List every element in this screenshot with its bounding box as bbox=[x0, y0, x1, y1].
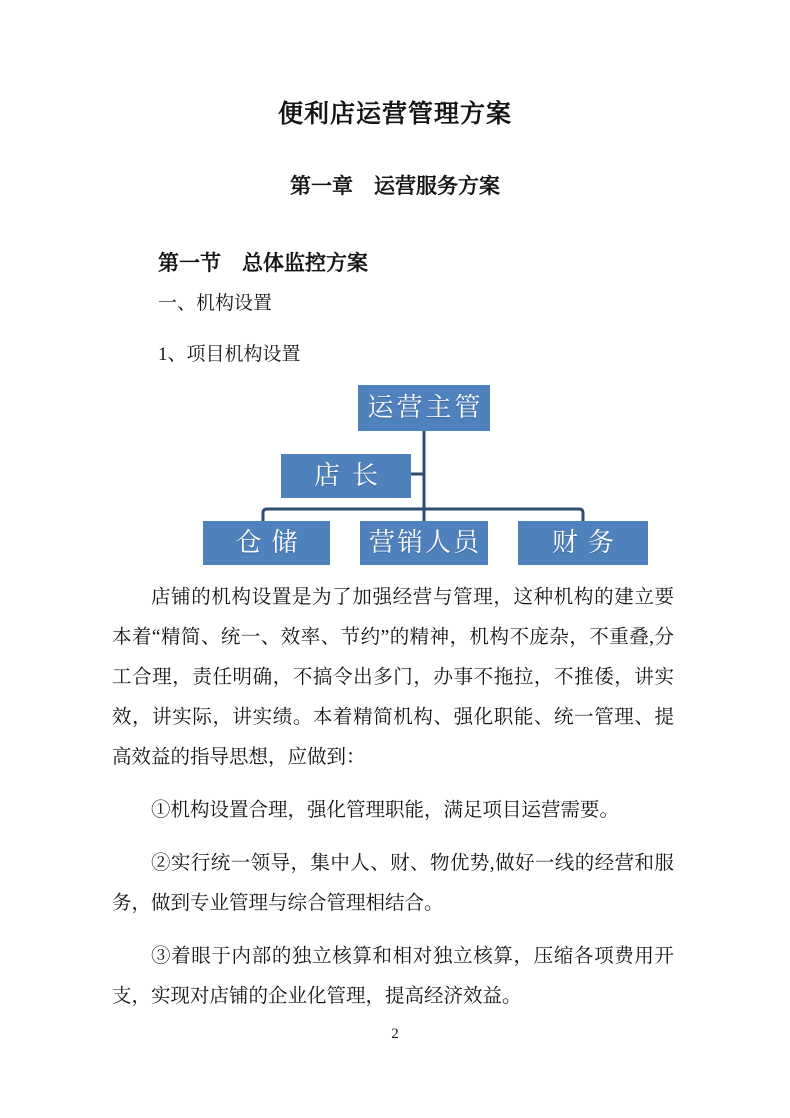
body-paragraph: ③着眼于内部的独立核算和相对独立核算，压缩各项费用开支，实现对店铺的企业化管理，提高经济效益。 bbox=[112, 946, 674, 1007]
org-node-warehouse: 仓储 bbox=[203, 521, 330, 565]
org-node-store-manager: 店长 bbox=[281, 454, 411, 498]
body-paragraph: ②实行统一领导，集中人、财、物优势,做好一线的经营和服务，做到专业管理与综合管理相结合。 bbox=[112, 853, 674, 914]
org-node-operations-manager: 运营主管 bbox=[358, 385, 490, 431]
org-chart bbox=[0, 383, 790, 569]
list-heading-org-setup: 一、机构设置 bbox=[158, 293, 273, 314]
org-node-marketing-staff: 营销人员 bbox=[360, 521, 488, 565]
sub-heading-project-org-setup: 1、项目机构设置 bbox=[158, 344, 301, 365]
body-text bbox=[112, 578, 674, 1017]
body-paragraph: 店铺的机构设置是为了加强经营与管理，这种机构的建立要本着“精简、统一、效率、节约”的精神，机构不庞杂，不重叠,分工合理，责任明确，不搞令出多门，办事不拖拉，不推倭，讲实效，讲实际，讲实绩。本着精简机构、强化职能、统一管理、提高效益的指导思想，应做到： bbox=[112, 587, 674, 768]
chapter-heading: 第一章 运营服务方案 bbox=[290, 174, 500, 198]
page-number: 2 bbox=[391, 1026, 399, 1042]
section-heading: 第一节 总体监控方案 bbox=[158, 251, 368, 275]
document-title: 便利店运营管理方案 bbox=[277, 101, 512, 128]
org-node-finance: 财务 bbox=[518, 521, 648, 565]
body-paragraph: ①机构设置合理，强化管理职能，满足项目运营需要。 bbox=[151, 800, 620, 821]
